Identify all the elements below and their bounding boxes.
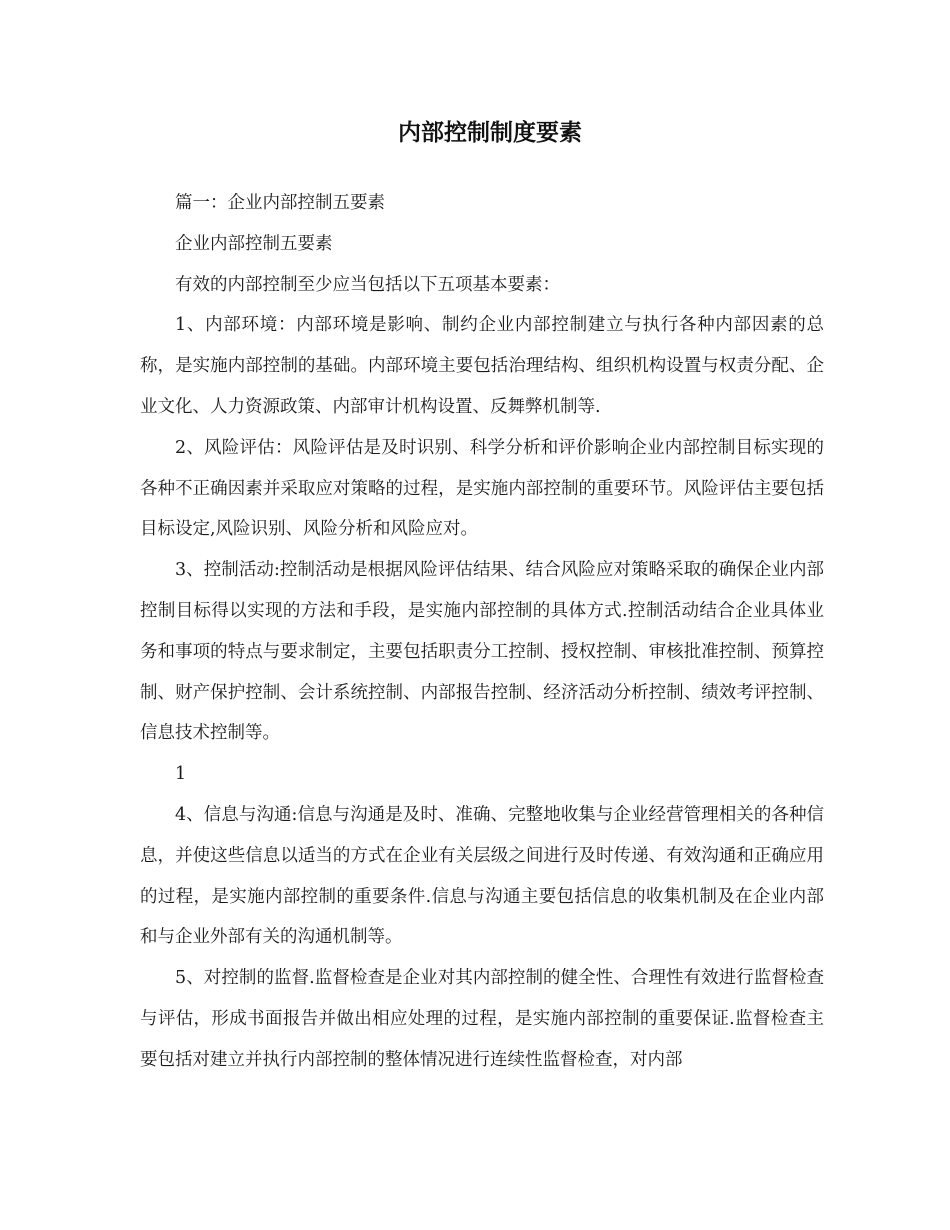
page-number: 1 <box>175 764 187 785</box>
document-title: 内部控制制度要素 <box>398 119 582 146</box>
paragraph-monitoring: 5、对控制的监督.监督检查是企业对其内部控制的健全性、合理性有效进行监督检查与评估，形成书面报告并做出相应处理的过程，是实施内部控制的重要保证.监督检查主要包括对建立并执行内部控制的整体情况进行连续性监督检查，对内部 <box>140 968 824 1070</box>
paragraph-section-heading: 篇一：企业内部控制五要素 <box>175 193 385 213</box>
paragraph-information-communication: 4、信息与沟通:信息与沟通是及时、准确、完整地收集与企业经营管理相关的各种信息，并使这些信息以适当的方式在企业有关层级之间进行及时传递、有效沟通和正确应用的过程，是实施内部控制的重要条件.信息与沟通主要包括信息的收集机制及在企业内部和与企业外部有关的沟通机制等。 <box>140 804 824 948</box>
paragraph-risk-assessment: 2、风险评估：风险评估是及时识别、科学分析和评价影响企业内部控制目标实现的各种不正确因素并采取应对策略的过程，是实施内部控制的重要环节。风险评估主要包括目标设定,风险识别、风险分析和风险应对。 <box>140 437 824 540</box>
paragraph-control-activities: 3、控制活动:控制活动是根据风险评估结果、结合风险应对策略采取的确保企业内部控制目标得以实现的方法和手段，是实施内部控制的具体方式.控制活动结合企业具体业务和事项的特点与要求制定，主要包括职责分工控制、授权控制、审核批准控制、预算控制、财产保护控制、会计系统控制、内部报告控制、经济活动分析控制、绩效考评控制、信息技术控制等。 <box>140 560 824 744</box>
paragraph-intro: 有效的内部控制至少应当包括以下五项基本要素： <box>175 274 560 295</box>
document-body <box>140 183 824 1081</box>
paragraph-subheading: 企业内部控制五要素 <box>175 233 333 254</box>
paragraph-internal-environment: 1、内部环境：内部环境是影响、制约企业内部控制建立与执行各种内部因素的总称，是实施内部控制的基础。内部环境主要包括治理结构、组织机构设置与权责分配、企业文化、人力资源政策、内部审计机构设置、反舞弊机制等. <box>140 315 824 417</box>
